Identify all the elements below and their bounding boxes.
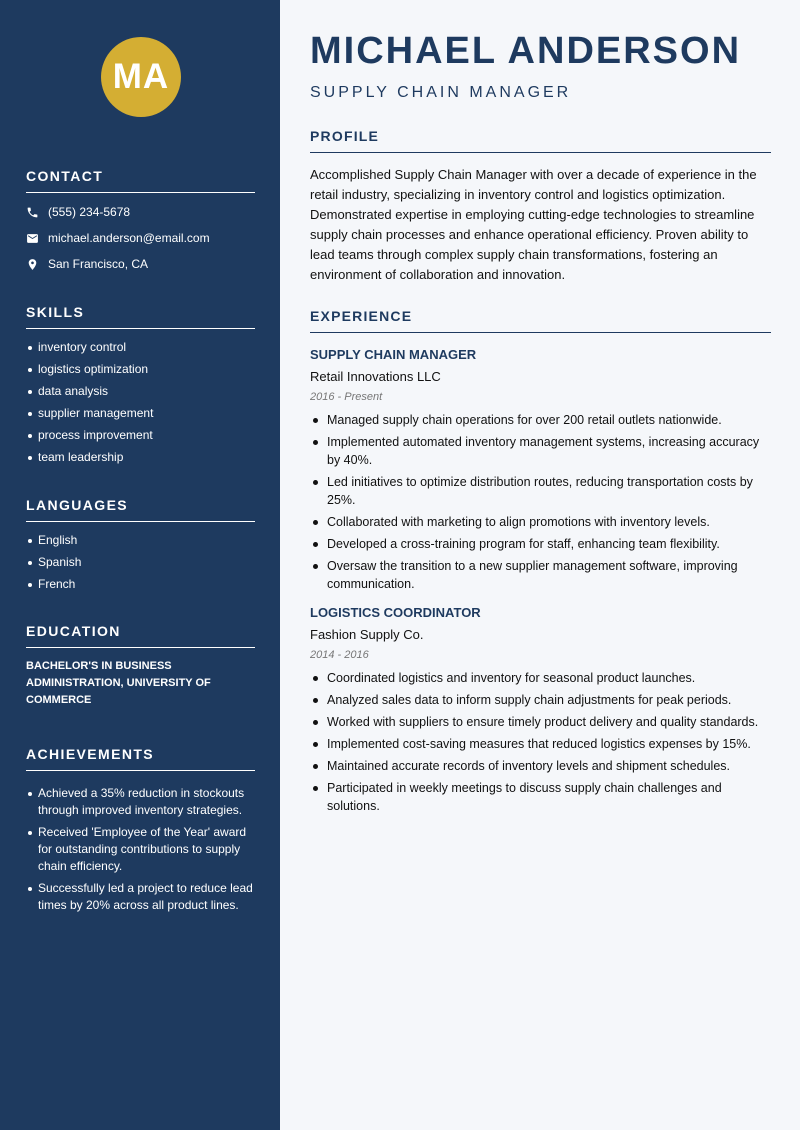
- contact-email: [26, 225, 255, 251]
- job-bullet: Worked with suppliers to ensure timely product delivery and quality standards.: [310, 713, 771, 731]
- job-bullet: Collaborated with marketing to align promotions with inventory levels.: [310, 513, 771, 531]
- job-entry: [310, 605, 771, 815]
- job-dates: 2014 - 2016: [310, 649, 369, 661]
- candidate-title: SUPPLY CHAIN MANAGER: [310, 84, 572, 101]
- job-bullet: Led initiatives to optimize distribution routes, reducing transportation costs by 25%.: [310, 473, 771, 509]
- skill-item: data analysis: [26, 383, 255, 400]
- job-bullet: Oversaw the transition to a new supplier management software, improving communication.: [310, 557, 771, 593]
- main-content: [280, 0, 800, 1130]
- phone-icon: [26, 206, 39, 219]
- job-title: LOGISTICS COORDINATOR: [310, 605, 481, 620]
- achievements-heading: ACHIEVEMENTS: [26, 746, 255, 771]
- contact-location: [26, 251, 255, 277]
- job-title: SUPPLY CHAIN MANAGER: [310, 347, 477, 362]
- phone-text: (555) 234-5678: [48, 205, 131, 219]
- company-name: Fashion Supply Co.: [310, 627, 424, 642]
- job-dates: 2016 - Present: [310, 391, 383, 403]
- location-icon: [26, 258, 39, 271]
- job-bullet: Coordinated logistics and inventory for seasonal product launches.: [310, 669, 771, 687]
- job-entry: [310, 347, 771, 593]
- sidebar: [0, 0, 280, 1130]
- languages-list: [26, 532, 255, 593]
- skill-item: supplier management: [26, 405, 255, 422]
- education-heading: EDUCATION: [26, 623, 255, 648]
- company-name: Retail Innovations LLC: [310, 369, 441, 384]
- email-text: michael.anderson@email.com: [48, 231, 210, 245]
- contact-phone: [26, 199, 255, 225]
- skills-heading: SKILLS: [26, 304, 255, 329]
- job-bullet: Implemented cost-saving measures that reduced logistics expenses by 15%.: [310, 735, 771, 753]
- profile-section: [310, 128, 771, 285]
- achievements-list: [26, 785, 255, 914]
- job-bullet: Developed a cross-training program for staff, enhancing team flexibility.: [310, 535, 771, 553]
- job-bullet: Managed supply chain operations for over 200 retail outlets nationwide.: [310, 411, 771, 429]
- job-bullet: Analyzed sales data to inform supply chain adjustments for peak periods.: [310, 691, 771, 709]
- achievement-item: Successfully led a project to reduce lead times by 20% across all product lines.: [26, 880, 255, 914]
- skill-item: team leadership: [26, 449, 255, 466]
- location-text: San Francisco, CA: [48, 257, 149, 271]
- achievements-section: [26, 746, 255, 919]
- achievement-item: Achieved a 35% reduction in stockouts through improved inventory strategies.: [26, 785, 255, 819]
- language-item: English: [26, 532, 255, 549]
- skills-list: [26, 339, 255, 466]
- job-bullet: Implemented automated inventory management systems, increasing accuracy by 40%.: [310, 433, 771, 469]
- language-item: French: [26, 576, 255, 593]
- contact-heading: CONTACT: [26, 168, 255, 193]
- achievement-item: Received 'Employee of the Year' award for outstanding contributions to supply chain efficiency.: [26, 824, 255, 875]
- contact-section: [26, 168, 255, 277]
- languages-heading: LANGUAGES: [26, 497, 255, 522]
- job-bullets: [310, 669, 771, 815]
- profile-heading: PROFILE: [310, 128, 771, 153]
- job-bullet: Maintained accurate records of inventory levels and shipment schedules.: [310, 757, 771, 775]
- candidate-name: MICHAEL ANDERSON: [310, 30, 742, 72]
- languages-section: [26, 497, 255, 598]
- education-degree: BACHELOR'S IN BUSINESS ADMINISTRATION, UNIVERSITY OF COMMERCE: [26, 660, 211, 706]
- experience-section: [310, 308, 771, 819]
- experience-heading: EXPERIENCE: [310, 308, 771, 333]
- email-icon: [26, 232, 39, 245]
- skill-item: logistics optimization: [26, 361, 255, 378]
- avatar: MA: [101, 37, 181, 117]
- profile-text: Accomplished Supply Chain Manager with over a decade of experience in the retail industry, specializing in inventory control and logistics optimization. Demonstrated expertise in employing cutting-edge technologies to streamline supply chain processes and enhance operational efficiency. Proven ability to lead teams through complex supply chain transformations, fostering an environment of collaboration and innovation.: [310, 167, 757, 282]
- education-section: [26, 623, 255, 709]
- skills-section: [26, 304, 255, 471]
- skill-item: process improvement: [26, 427, 255, 444]
- job-bullet: Participated in weekly meetings to discuss supply chain challenges and solutions.: [310, 779, 771, 815]
- skill-item: inventory control: [26, 339, 255, 356]
- job-bullets: [310, 411, 771, 593]
- language-item: Spanish: [26, 554, 255, 571]
